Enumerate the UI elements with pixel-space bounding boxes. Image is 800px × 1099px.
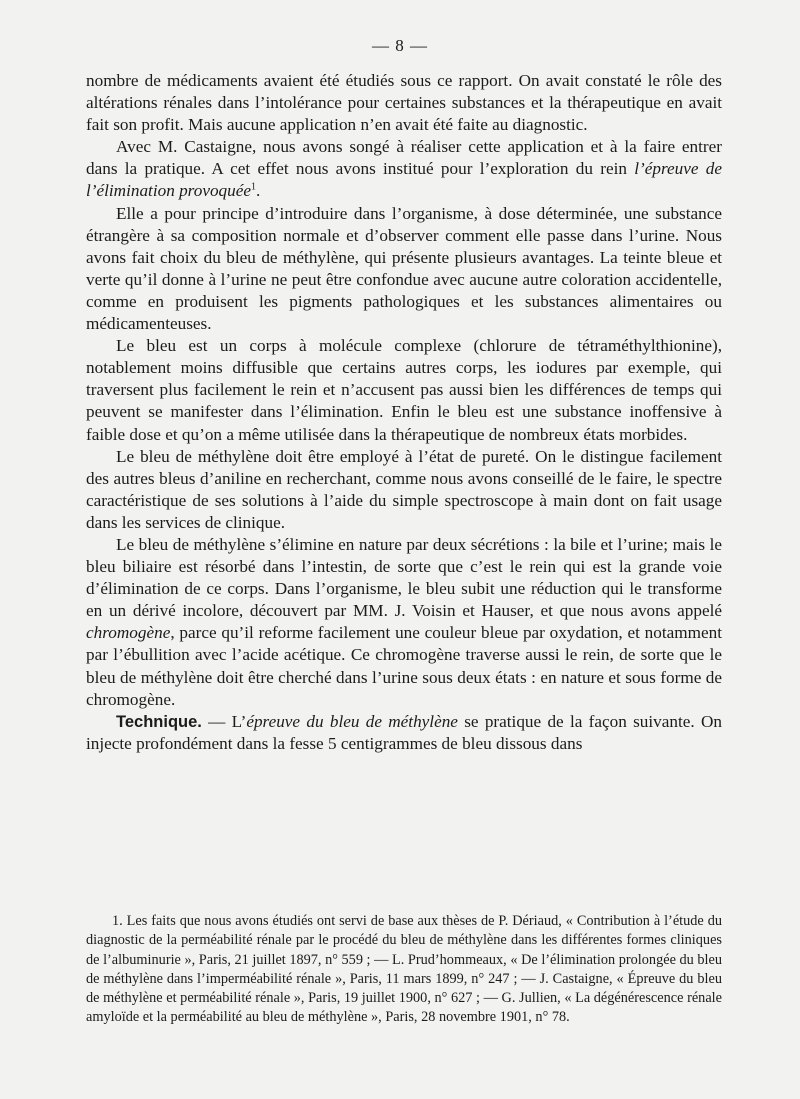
footnote-block xyxy=(86,912,722,1028)
paragraph-4: Le bleu est un corps à molécule complexe (chlorure de tétraméthylthionine), notablement moins diffusible que certains autres corps, les iodures par exemple, qui traversent plus facilement le rein et n’accusent pas aussi bien les différences de temps qui peuvent se manifester dans l’élimination. Enfin le bleu est une substance inoffensive à faible dose et qu’on a même utilisée dans la thérapeutique de nombreux états morbides. xyxy=(86,336,722,444)
section-heading-technique: Technique. xyxy=(116,712,202,731)
main-text xyxy=(86,70,722,755)
footnote-ref: 1 xyxy=(251,181,256,193)
page-number: — 8 — xyxy=(372,36,428,55)
emphasis-chromogene: chromogène xyxy=(86,623,171,643)
paragraph-2: Avec M. Castaigne, nous avons songé à réaliser cette application et à la faire entrer dans la pratique. A cet effet nous avons institué pour l’exploration du rein l’épreuve de l’élimination provoquée$^1$. xyxy=(86,137,722,201)
emphasis-epreuve-bleu: épreuve du bleu de méthylène xyxy=(246,711,458,731)
emphasis-epreuve: l’épreuve de l’élimination provoquée xyxy=(86,159,722,201)
paragraph-1: nombre de médicaments avaient été étudiés sous ce rapport. On avait constaté le rôle des altérations rénales dans l’intolérance pour certaines substances et la thérapeutique en avait fait son profit. Mais aucune application n’en avait été faite au diagnostic. xyxy=(86,71,722,135)
footnote-1: 1. Les faits que nous avons étudiés ont servi de base aux thèses de P. Dériaud, « Contribution à l’étude du diagnostic de la perméabilité rénale par le procédé du bleu de méthylène dans les différentes formes cliniques de l’albuminurie », Paris, 21 juillet 1897, n° 559 ; — L. Prud’hommeaux, « De l’élimination prolongée du bleu de méthylène dans l’imperméabilité rénale », Paris, 11 mars 1899, n° 247 ; — J. Castaigne, « Épreuve du bleu de méthylène et perméabilité rénale », Paris, 19 juillet 1900, n° 627 ; — G. Jullien, « La dégénérescence rénale amyloïde et la perméabilité au bleu de méthylène », Paris, 28 novembre 1901, n° 78. xyxy=(86,913,722,1026)
paragraph-6: Le bleu de méthylène s’élimine en nature par deux sécrétions : la bile et l’urine; mais le bleu biliaire est résorbé dans l’intestin, de sorte que c’est le rein qui est la grande voie d’élimination de ce corps. Dans l’organisme, le bleu subit une réduction qui le transforme en un dérivé incolore, découvert par MM. J. Voisin et Hauser, et que nous avons appelé chromogène, parce qu’il reforme facilement une couleur bleue par oxydation, et notamment par l’ébullition avec l’acide acétique. Ce chromogène traverse aussi le rein, de sorte que le bleu de méthylène doit être cherché dans l’urine sous deux états : en nature et sous forme de chromogène. xyxy=(86,534,722,709)
paragraph-3: Elle a pour principe d’introduire dans l’organisme, à dose déterminée, une substance étrangère à sa composition normale et d’observer comment elle passe dans l’urine. Nous avons fait choix du bleu de méthylène, qui présente plusieurs avantages. La teinte bleue et verte qu’il donne à l’urine ne peut être confondue avec aucune autre coloration accidentelle, comme en produisent les pigments pathologiques et les substances alimentaires ou médicamenteuses. xyxy=(86,203,722,334)
paragraph-5: Le bleu de méthylène doit être employé à l’état de pureté. On le distingue facilement des autres bleus d’aniline en recherchant, comme nous avons conseillé de le faire, le spectre caractéristique de ses solutions à l’aide du simple spectroscope à main dont on fait usage dans les services de clinique. xyxy=(86,446,722,532)
paragraph-7: Technique. — L’épreuve du bleu de méthylène se pratique de la façon suivante. On injecte profondément dans la fesse 5 centigrammes de bleu dissous dans xyxy=(86,711,722,753)
